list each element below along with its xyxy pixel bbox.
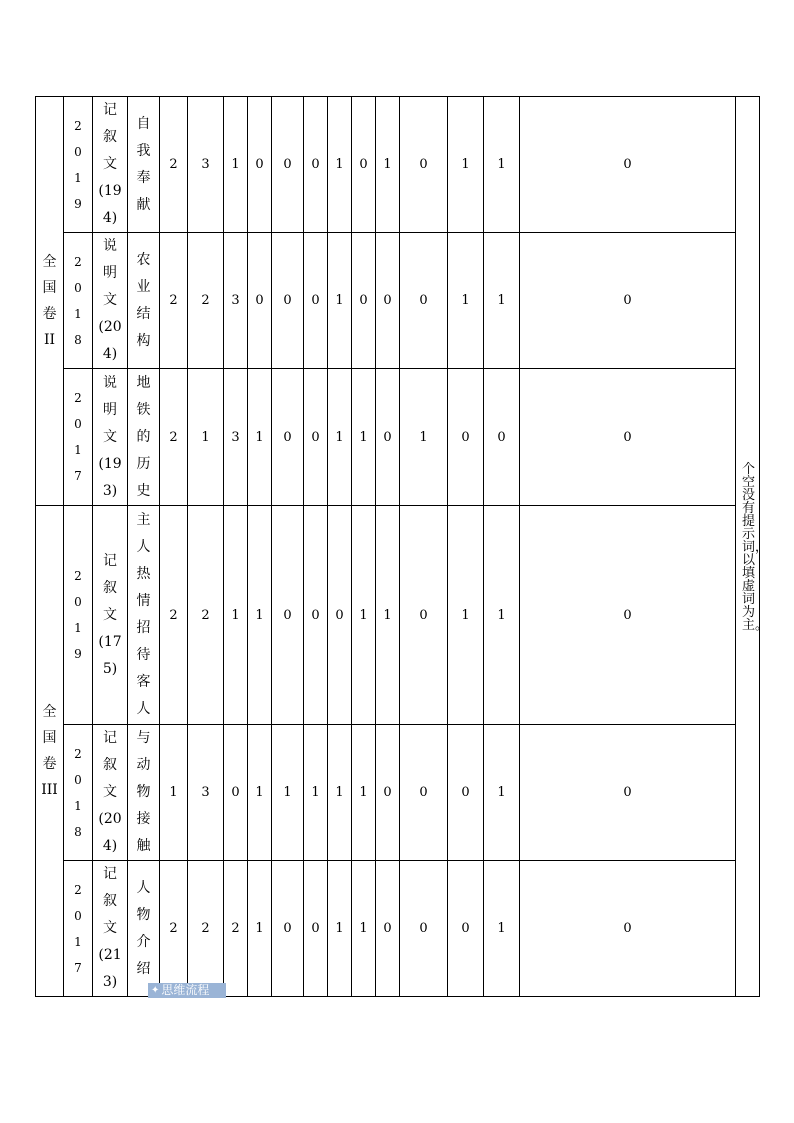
table-row bbox=[36, 97, 760, 233]
value-cell: 0 bbox=[272, 97, 304, 233]
year-label bbox=[64, 563, 92, 667]
value-cell: 1 bbox=[328, 233, 352, 369]
region-label-char: 卷 bbox=[42, 306, 57, 322]
topic-label-char: 人 bbox=[136, 701, 151, 717]
year-label-char: 1 bbox=[74, 170, 82, 185]
value-cell: 0 bbox=[400, 861, 448, 997]
value-cell: 3 bbox=[224, 369, 248, 506]
topic-label bbox=[128, 247, 159, 355]
genre-cell bbox=[93, 233, 128, 369]
value-cell: 2 bbox=[188, 506, 224, 725]
year-label-char: 8 bbox=[74, 332, 82, 347]
topic-label bbox=[128, 507, 159, 723]
year-label-char: 2 bbox=[74, 254, 82, 269]
genre-label-char: 4) bbox=[102, 346, 118, 362]
value-cell: 1 bbox=[376, 506, 400, 725]
topic-label-char: 奉 bbox=[136, 169, 151, 186]
year-label-char: 1 bbox=[74, 621, 82, 635]
genre-label-char: 文 bbox=[103, 606, 117, 623]
topic-label-char: 与 bbox=[136, 730, 151, 746]
genre-label-char: (20 bbox=[98, 319, 122, 335]
table-row bbox=[36, 725, 760, 861]
year-cell bbox=[64, 97, 93, 233]
topic-label-char: 接 bbox=[136, 811, 151, 827]
topic-label-char: 结 bbox=[136, 305, 151, 322]
value-cell: 1 bbox=[328, 369, 352, 506]
year-label-char: 0 bbox=[74, 908, 82, 923]
region-label-char: 全 bbox=[42, 704, 57, 720]
value-cell: 0 bbox=[448, 369, 484, 506]
genre-label-char: 3) bbox=[102, 974, 118, 990]
year-label-char: 0 bbox=[74, 772, 82, 787]
value-cell: 0 bbox=[328, 506, 352, 725]
topic-label-char: 待 bbox=[136, 647, 151, 663]
genre-label-char: 文 bbox=[103, 784, 117, 800]
value-cell: 3 bbox=[224, 233, 248, 369]
year-label-char: 2 bbox=[74, 746, 82, 761]
value-cell: 1 bbox=[328, 725, 352, 861]
value-cell: 0 bbox=[304, 369, 328, 506]
topic-label-char: 热 bbox=[136, 566, 151, 582]
year-label-char: 0 bbox=[74, 417, 82, 431]
value-cell: 0 bbox=[224, 725, 248, 861]
value-cell: 2 bbox=[160, 369, 188, 506]
genre-label-char: 3) bbox=[102, 482, 118, 499]
genre-label-char: 文 bbox=[103, 428, 117, 445]
topic-label-char: 的 bbox=[136, 428, 151, 445]
value-cell: 0 bbox=[352, 97, 376, 233]
topic-label bbox=[128, 725, 159, 860]
value-cell: 1 bbox=[484, 861, 520, 997]
genre-cell bbox=[93, 97, 128, 233]
year-cell bbox=[64, 861, 93, 997]
year-label-char: 8 bbox=[74, 824, 82, 839]
region-label-char: 全 bbox=[42, 254, 57, 270]
value-cell: 0 bbox=[520, 233, 736, 369]
value-cell: 0 bbox=[248, 97, 272, 233]
year-label-char: 1 bbox=[74, 443, 82, 457]
year-label-char: 1 bbox=[74, 798, 82, 813]
value-cell: 1 bbox=[160, 725, 188, 861]
value-cell: 0 bbox=[520, 506, 736, 725]
year-label-char: 2 bbox=[74, 391, 82, 405]
topic-label-char: 业 bbox=[136, 278, 151, 295]
topic-cell bbox=[128, 97, 160, 233]
year-label-char: 1 bbox=[74, 306, 82, 321]
value-cell: 0 bbox=[272, 233, 304, 369]
year-label bbox=[64, 113, 92, 217]
value-cell: 0 bbox=[376, 233, 400, 369]
genre-label-char: 文 bbox=[103, 920, 117, 936]
value-cell: 1 bbox=[328, 861, 352, 997]
value-cell: 0 bbox=[400, 725, 448, 861]
value-cell: 3 bbox=[188, 725, 224, 861]
value-cell: 0 bbox=[400, 233, 448, 369]
value-cell: 1 bbox=[248, 725, 272, 861]
topic-label-char: 历 bbox=[136, 455, 151, 472]
topic-cell bbox=[128, 725, 160, 861]
genre-label-char: 叙 bbox=[103, 129, 117, 145]
value-cell: 1 bbox=[352, 506, 376, 725]
value-cell: 2 bbox=[160, 97, 188, 233]
genre-label bbox=[93, 861, 127, 996]
topic-label-char: 我 bbox=[136, 142, 151, 159]
year-label bbox=[64, 877, 92, 981]
value-cell: 0 bbox=[304, 97, 328, 233]
value-cell: 2 bbox=[224, 861, 248, 997]
genre-label bbox=[93, 233, 127, 368]
topic-label-char: 情 bbox=[136, 593, 151, 609]
genre-label-char: 4) bbox=[102, 210, 118, 226]
value-cell: 1 bbox=[304, 725, 328, 861]
value-cell: 2 bbox=[188, 233, 224, 369]
year-label-char: 9 bbox=[74, 647, 82, 661]
region-label-char: 国 bbox=[42, 730, 57, 746]
genre-label bbox=[93, 370, 127, 505]
value-cell: 1 bbox=[188, 369, 224, 506]
value-cell: 1 bbox=[448, 506, 484, 725]
year-label bbox=[64, 385, 92, 489]
genre-label-char: 叙 bbox=[103, 579, 117, 596]
value-cell: 0 bbox=[352, 233, 376, 369]
year-label-char: 1 bbox=[74, 934, 82, 949]
table-row bbox=[36, 369, 760, 506]
year-label-char: 7 bbox=[74, 469, 82, 483]
region-label-char: II bbox=[43, 332, 56, 348]
value-cell: 1 bbox=[484, 725, 520, 861]
region-cell bbox=[36, 506, 64, 997]
genre-label-char: 说 bbox=[103, 238, 117, 254]
value-cell: 0 bbox=[376, 369, 400, 506]
topic-label-char: 人 bbox=[136, 879, 151, 896]
thinking-process-label: 思维流程 bbox=[161, 983, 210, 997]
genre-label-char: (19 bbox=[98, 183, 122, 199]
value-cell: 1 bbox=[272, 725, 304, 861]
value-cell: 0 bbox=[448, 725, 484, 861]
genre-label-char: 明 bbox=[103, 401, 117, 418]
genre-label-char: 5) bbox=[102, 660, 118, 677]
value-cell: 0 bbox=[272, 506, 304, 725]
genre-label bbox=[93, 97, 127, 232]
topic-cell bbox=[128, 369, 160, 506]
region-cell bbox=[36, 97, 64, 506]
region-label-char: III bbox=[41, 782, 58, 798]
table-row bbox=[36, 861, 760, 997]
genre-label-char: 叙 bbox=[103, 757, 117, 773]
topic-label-char: 献 bbox=[136, 196, 151, 213]
genre-label-char: 记 bbox=[103, 552, 117, 569]
value-cell: 1 bbox=[376, 97, 400, 233]
year-label-char: 2 bbox=[74, 118, 82, 133]
genre-label bbox=[93, 725, 127, 860]
region-label-char: 国 bbox=[42, 280, 57, 296]
year-label-char: 7 bbox=[74, 960, 82, 975]
genre-label-char: 记 bbox=[103, 102, 117, 118]
value-cell: 1 bbox=[448, 233, 484, 369]
value-cell: 3 bbox=[188, 97, 224, 233]
year-label-char: 0 bbox=[74, 280, 82, 295]
genre-label bbox=[93, 548, 127, 683]
topic-label-char: 自 bbox=[136, 115, 151, 132]
year-label-char: 2 bbox=[74, 569, 82, 583]
year-label-char: 0 bbox=[74, 144, 82, 159]
topic-cell bbox=[128, 861, 160, 997]
year-label-char: 2 bbox=[74, 882, 82, 897]
year-cell bbox=[64, 506, 93, 725]
value-cell: 0 bbox=[304, 233, 328, 369]
topic-label-char: 客 bbox=[136, 674, 151, 690]
genre-cell bbox=[93, 369, 128, 506]
year-cell bbox=[64, 233, 93, 369]
value-cell: 0 bbox=[272, 861, 304, 997]
topic-label bbox=[128, 111, 159, 219]
value-cell: 1 bbox=[224, 97, 248, 233]
value-cell: 0 bbox=[520, 369, 736, 506]
value-cell: 1 bbox=[484, 233, 520, 369]
value-cell: 2 bbox=[188, 861, 224, 997]
star-icon: ✦ bbox=[151, 985, 160, 996]
genre-label-char: 文 bbox=[103, 156, 117, 172]
value-cell: 0 bbox=[520, 97, 736, 233]
value-cell: 2 bbox=[160, 861, 188, 997]
value-cell: 2 bbox=[160, 506, 188, 725]
topic-label-char: 触 bbox=[136, 838, 151, 854]
note-cell: 个空没有提示词，以填虚词为主。 bbox=[736, 97, 760, 997]
genre-label-char: 叙 bbox=[103, 893, 117, 909]
value-cell: 0 bbox=[520, 861, 736, 997]
value-cell: 0 bbox=[484, 369, 520, 506]
topic-label-char: 招 bbox=[136, 620, 151, 636]
year-label-char: 0 bbox=[74, 595, 82, 609]
topic-label-char: 物 bbox=[136, 906, 151, 923]
value-cell: 1 bbox=[352, 861, 376, 997]
genre-label-char: 文 bbox=[103, 292, 117, 308]
genre-label-char: 说 bbox=[103, 374, 117, 391]
value-cell: 1 bbox=[400, 369, 448, 506]
value-cell: 0 bbox=[448, 861, 484, 997]
topic-label-char: 史 bbox=[136, 482, 151, 499]
value-cell: 1 bbox=[248, 369, 272, 506]
topic-label-char: 构 bbox=[136, 332, 151, 349]
genre-cell bbox=[93, 506, 128, 725]
year-cell bbox=[64, 725, 93, 861]
value-cell: 0 bbox=[248, 233, 272, 369]
year-label-char: 9 bbox=[74, 196, 82, 211]
value-cell: 1 bbox=[248, 506, 272, 725]
year-label bbox=[64, 249, 92, 353]
topic-label bbox=[128, 875, 159, 983]
topic-label-char: 动 bbox=[136, 757, 151, 773]
topic-cell bbox=[128, 506, 160, 725]
statistics-table bbox=[35, 96, 769, 997]
value-cell: 0 bbox=[400, 97, 448, 233]
value-cell: 2 bbox=[160, 233, 188, 369]
genre-label-char: (20 bbox=[98, 811, 122, 827]
genre-cell bbox=[93, 725, 128, 861]
value-cell: 1 bbox=[328, 97, 352, 233]
table-row bbox=[36, 506, 760, 725]
value-cell: 0 bbox=[376, 725, 400, 861]
region-label bbox=[36, 249, 63, 353]
topic-label-char: 绍 bbox=[136, 960, 151, 977]
topic-label-char: 人 bbox=[136, 539, 151, 555]
genre-label-char: 4) bbox=[102, 838, 118, 854]
value-cell: 1 bbox=[484, 506, 520, 725]
genre-cell bbox=[93, 861, 128, 997]
topic-label-char: 地 bbox=[136, 374, 151, 391]
value-cell: 0 bbox=[272, 369, 304, 506]
topic-label-char: 物 bbox=[136, 784, 151, 800]
value-cell: 0 bbox=[304, 506, 328, 725]
topic-label bbox=[128, 370, 159, 505]
value-cell: 0 bbox=[400, 506, 448, 725]
value-cell: 1 bbox=[248, 861, 272, 997]
value-cell: 1 bbox=[224, 506, 248, 725]
topic-cell bbox=[128, 233, 160, 369]
thinking-process-badge bbox=[148, 983, 226, 998]
value-cell: 0 bbox=[304, 861, 328, 997]
value-cell: 1 bbox=[352, 725, 376, 861]
region-label-char: 卷 bbox=[42, 756, 57, 772]
year-cell bbox=[64, 369, 93, 506]
genre-label-char: (21 bbox=[98, 947, 122, 963]
year-label bbox=[64, 741, 92, 845]
genre-label-char: 记 bbox=[103, 866, 117, 882]
value-cell: 1 bbox=[352, 369, 376, 506]
genre-label-char: 记 bbox=[103, 730, 117, 746]
region-label bbox=[36, 699, 63, 803]
topic-label-char: 主 bbox=[136, 512, 151, 528]
genre-label-char: 明 bbox=[103, 265, 117, 281]
topic-label-char: 铁 bbox=[136, 401, 151, 418]
table-row bbox=[36, 233, 760, 369]
value-cell: 0 bbox=[520, 725, 736, 861]
genre-label-char: (19 bbox=[98, 455, 122, 472]
topic-label-char: 介 bbox=[136, 933, 151, 950]
value-cell: 1 bbox=[484, 97, 520, 233]
value-cell: 1 bbox=[448, 97, 484, 233]
topic-label-char: 农 bbox=[136, 251, 151, 268]
value-cell: 0 bbox=[376, 861, 400, 997]
genre-label-char: (17 bbox=[98, 633, 122, 650]
